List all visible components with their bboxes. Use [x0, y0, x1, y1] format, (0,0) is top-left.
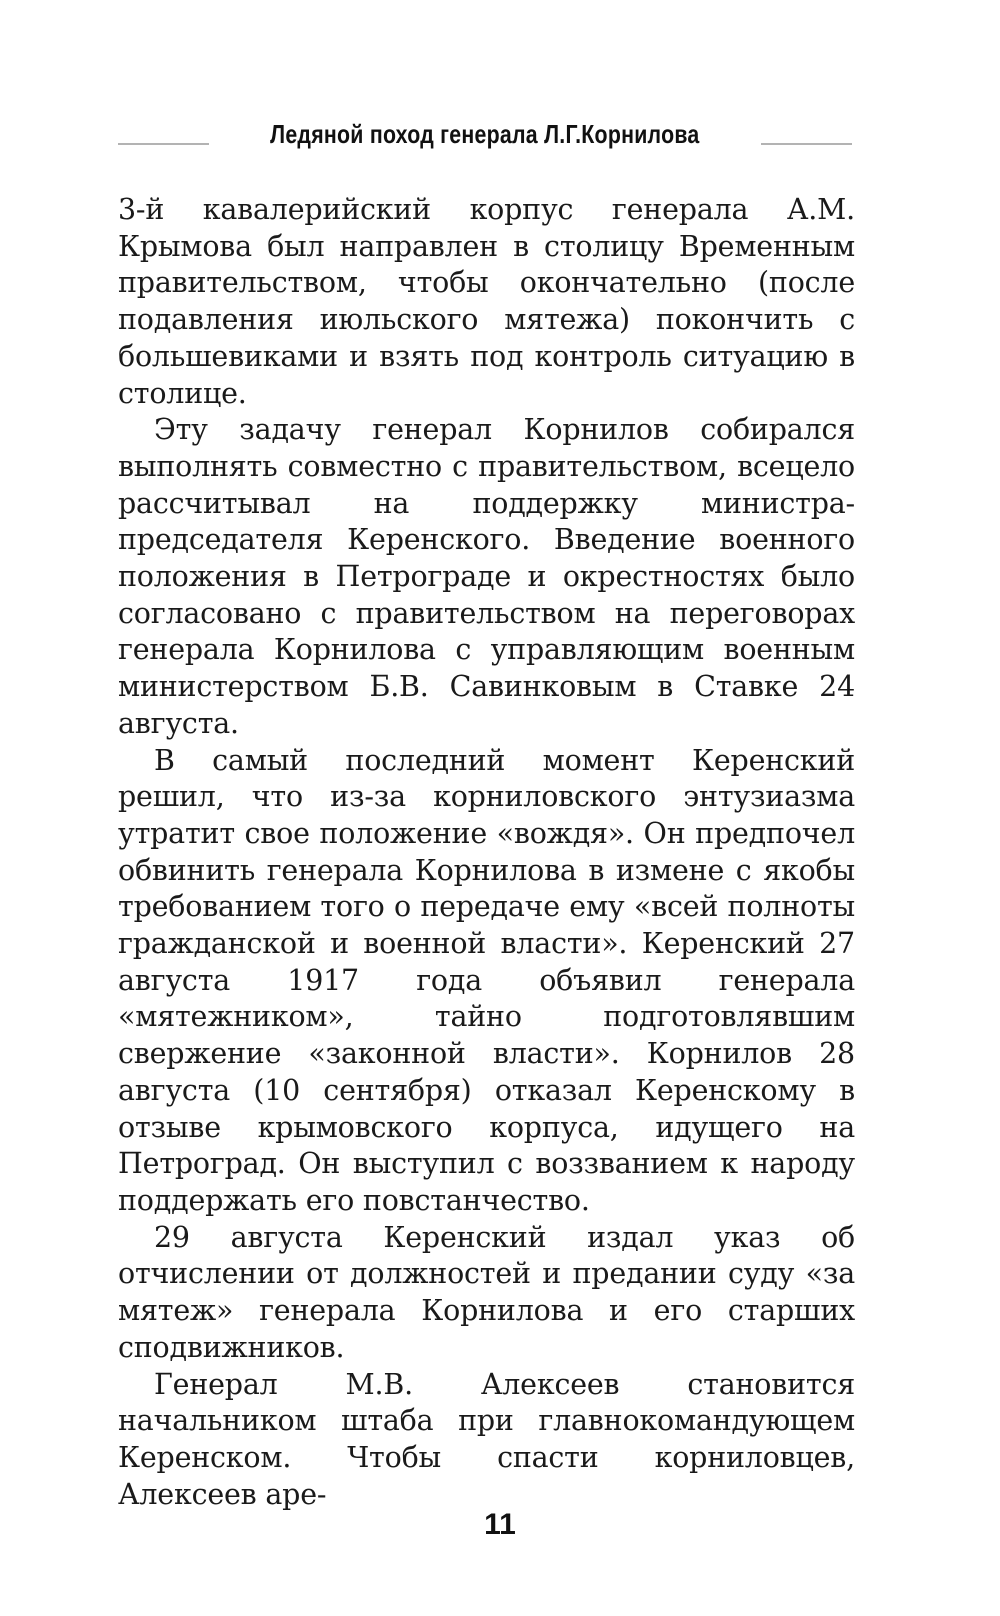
- paragraph-5: Генерал М.В. Алексеев становится начальником штаба при главнокомандующем Керенском. Чтобы спасти корниловцев, Алексеев аре-: [118, 1367, 855, 1511]
- page-number: 11: [484, 1508, 516, 1541]
- body-text: [118, 192, 855, 1513]
- paragraph-3: В самый последний момент Керенский решил, что из-за корниловского энтузиазма утратит свое положение «вождя». Он предпочел обвинить генерала Корнилова в измене с якобы требованием того о передаче ему «всей полноты гражданской и военной власти». Керенский 27 августа 1917 года объявил генерала «мятежником», тайно подготовлявшим свержение «законной власти». Корнилов 28 августа (10 сентября) отказал Керенскому в отзыве крымовского корпуса, идущего на Петроград. Он выступил с воззванием к народу поддержать его повстанчество.: [118, 743, 855, 1217]
- book-title: Ледяной поход генерала Л.Г.Корнилова: [270, 118, 700, 149]
- header-rule-right: [761, 143, 852, 145]
- paragraph-1: 3-й кавалерийский корпус генерала А.М. Крымова был направлен в столицу Временным правительством, чтобы окончательно (после подавления июльского мятежа) покончить с большевиками и взять под контроль ситуацию в столице.: [118, 193, 855, 410]
- header-rule-left: [118, 143, 209, 145]
- paragraph-4: 29 августа Керенский издал указ об отчислении от должностей и предании суду «за мятеж» генерала Корнилова и его старших сподвижников.: [118, 1220, 855, 1364]
- running-header: [118, 112, 852, 156]
- paragraph-2: Эту задачу генерал Корнилов собирался выполнять совместно с правительством, всецело рассчитывал на поддержку министра-председателя Керенского. Введение военного положения в Петрограде и окрестностях было согласовано с правительством на переговорах генерала Корнилова с управляющим военным министерством Б.В. Савинковым в Ставке 24 августа.: [118, 413, 855, 740]
